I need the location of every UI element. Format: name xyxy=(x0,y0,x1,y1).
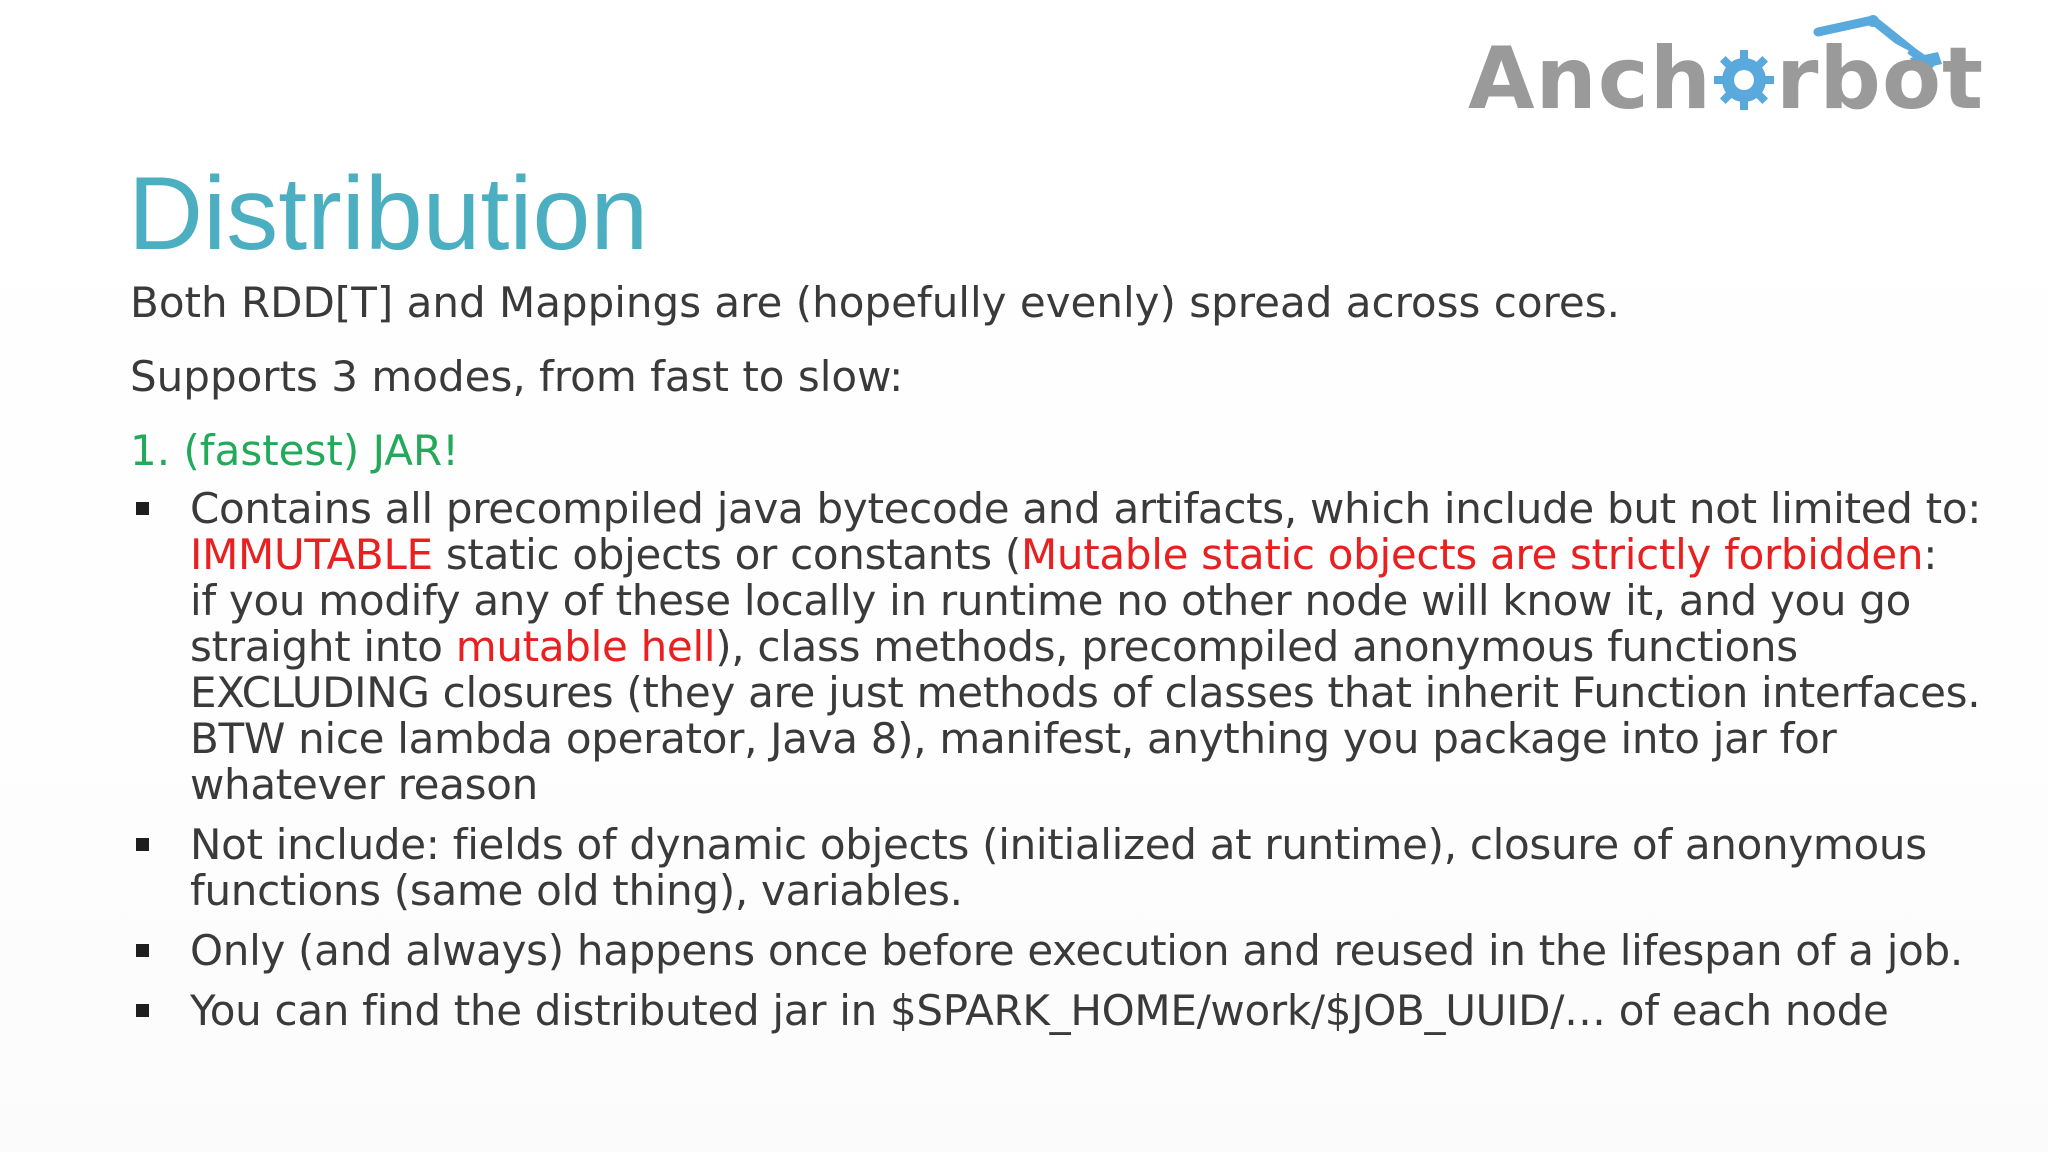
square-bullet-icon xyxy=(136,1004,149,1017)
mutable-forbidden-highlight: Mutable static objects are strictly forbidden xyxy=(1020,530,1924,579)
bullet-1-line-2-end: : xyxy=(1923,530,1938,579)
bullet-1-line-4-end: ), class methods, precompiled anonymous functions xyxy=(715,622,1798,671)
bullet-item-jar-location xyxy=(130,988,1980,1034)
bullet-item-jar-contents xyxy=(130,486,1980,808)
mutable-hell-highlight: mutable hell xyxy=(455,622,716,671)
logo-text-end: rbot xyxy=(1776,29,1985,129)
bullet-3-text: Only (and always) happens once before execution and reused in the lifespan of a job. xyxy=(190,926,1963,975)
bullet-1-line-1: Contains all precompiled java bytecode and artifacts, which include but not limited to: xyxy=(190,484,1982,533)
bullet-1-line-4 xyxy=(190,624,1980,670)
gear-icon xyxy=(1712,48,1776,112)
bullet-1-line-2-mid: static objects or constants ( xyxy=(432,530,1021,579)
square-bullet-icon xyxy=(136,838,149,851)
modes-intro-text: Supports 3 modes, from fast to slow: xyxy=(130,352,904,401)
square-bullet-icon xyxy=(136,502,149,515)
bullet-1-line-6: BTW nice lambda operator, Java 8), manifest, anything you package into jar for xyxy=(190,714,1837,763)
bullet-item-once-before-execution xyxy=(130,928,1980,974)
immutable-highlight: IMMUTABLE xyxy=(190,530,433,579)
mode-1-heading: 1. (fastest) JAR! xyxy=(130,426,460,475)
bullet-item-not-include xyxy=(130,822,1980,914)
bullet-2-line-1: Not include: fields of dynamic objects (initialized at runtime), closure of anonymous xyxy=(190,820,1927,869)
intro-text: Both RDD[T] and Mappings are (hopefully evenly) spread across cores. xyxy=(130,278,1620,327)
bullet-1-line-5: EXCLUDING closures (they are just methods of classes that inherit Function interfaces. xyxy=(190,668,1981,717)
bullet-1-line-2 xyxy=(190,532,1980,578)
bullet-1-line-3: if you modify any of these locally in runtime no other node will know it, and you go xyxy=(190,576,1912,625)
bullet-list xyxy=(130,486,1980,1034)
bullet-1-line-4-start: straight into xyxy=(190,622,456,671)
logo-text-start: Anch xyxy=(1468,29,1712,129)
bullet-1-line-7: whatever reason xyxy=(190,760,538,809)
square-bullet-icon xyxy=(136,944,149,957)
logo-wordmark xyxy=(1468,29,1985,129)
anchorbot-logo xyxy=(1468,12,1985,132)
slide-body xyxy=(130,280,1980,1048)
bullet-4-text: You can find the distributed jar in $SPARK_HOME/work/$JOB_UUID/… of each node xyxy=(190,986,1889,1035)
slide-title: Distribution xyxy=(128,156,649,272)
bullet-2-line-2: functions (same old thing), variables. xyxy=(190,866,963,915)
